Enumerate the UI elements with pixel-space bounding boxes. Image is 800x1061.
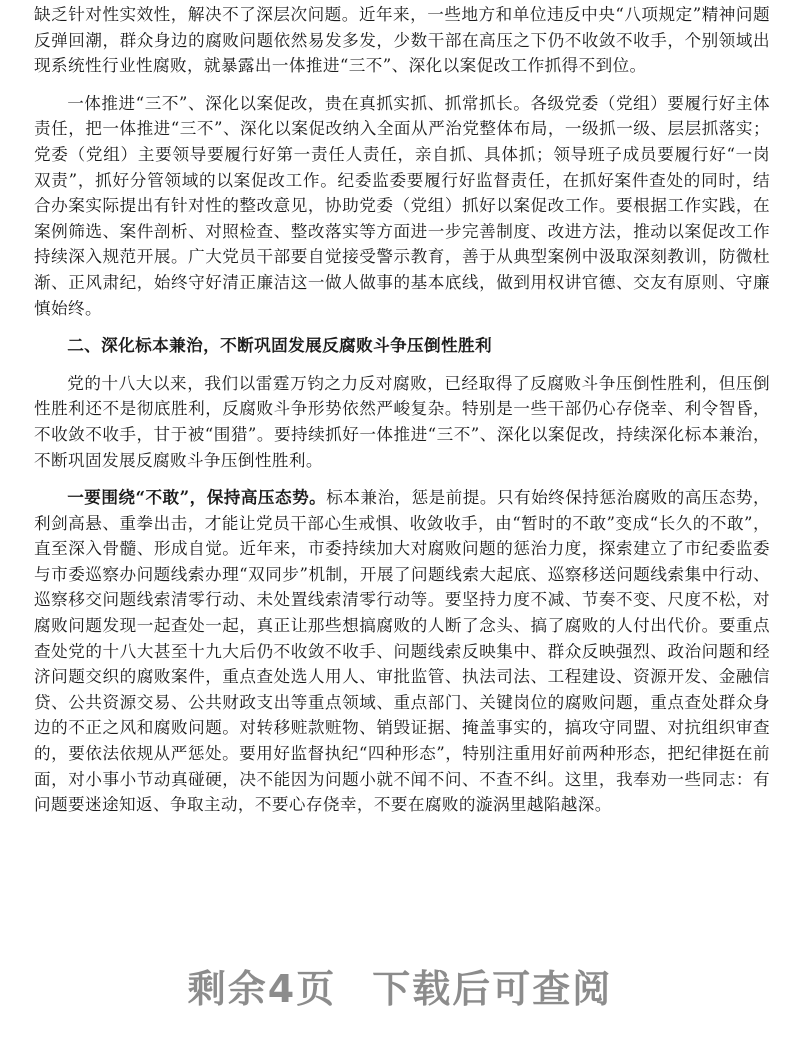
paragraph-lead-bold: 一要围绕“不敢”，保持高压态势。 <box>67 487 327 508</box>
paragraph-high-pressure <box>34 485 770 818</box>
paragraph-section-two-intro: 党的十八大以来，我们以雷霆万钧之力反对腐败，已经取得了反腐败斗争压倒性胜利，但压倒性胜利还不是彻底胜利，反腐败斗争形势依然严峻复杂。特别是一些干部仍心存侥幸、利令智昏，不收敛不收手，甘于被“围猎”。要持续抓好一体推进“三不”、深化以案促改，持续深化标本兼治，不断巩固发展反腐败斗争压倒性胜利。 <box>34 373 770 470</box>
paragraph-gap <box>34 321 770 333</box>
paragraph-body-text: 标本兼治，惩是前提。只有始终保持惩治腐败的高压态势，利剑高悬、重拳出击，才能让党员干部心生戒惧、收敛收手，由“暂时的不敢”变成“长久的不敢”，直至深入骨髓、形成自觉。近年来，市委持续加大对腐败问题的惩治力度，探索建立了市纪委监委与市委巡察办问题线索办理“双同步”机制，开展了问题线索大起底、巡察移送问题线索集中行动、巡察移交问题线索清零行动、未处置线索清零行动等。要坚持力度不减、节奏不变、尺度不松，对腐败问题发现一起查处一起，真正让那些想搞腐败的人断了念头、搞了腐败的人付出代价。要重点查处党的十八大甚至十九大后仍不收敛不收手、问题线索反映集中、群众反映强烈、政治问题和经济问题交织的腐败案件，重点查处选人用人、审批监管、执法司法、工程建设、资源开发、金融信贷、公共资源交易、公共财政支出等重点领域、重点部门、关键岗位的腐败问题，重点查处群众身边的不正之风和腐败问题。对转移赃款赃物、销毁证据、掩盖事实的，搞攻守同盟、对抗组织审查的，要依法依规从严惩处。要用好监督执纪“四种形态”，特别注重用好前两种形态，把纪律挺在前面，对小事小节动真碰硬，决不能因为问题小就不闻不问、不查不纠。这里，我奉劝一些同志：有问题要迷途知返、争取主动，不要心存侥幸，不要在腐败的漩涡里越陷越深。 <box>34 488 770 815</box>
paragraph-responsibility: 一体推进“三不”、深化以案促改，贵在真抓实抓、抓常抓长。各级党委（党组）要履行好主体责任，把一体推进“三不”、深化以案促改纳入全面从严治党整体布局，一级抓一级、层层抓落实；党委（党组）主要领导要履行好第一责任人责任，亲自抓、具体抓；领导班子成员要履行好“一岗双责”，抓好分管领域的以案促改工作。纪委监委要履行好监督责任，在抓好案件查处的同时，结合办案实际提出有针对性的整改意见，协助党委（党组）抓好以案促改工作。要根据工作实践，在案例筛选、案件剖析、对照检查、整改落实等方面进一步完善制度、改进方法，推动以案促改工作持续深入规范开展。广大党员干部要自觉接受警示教育，善于从典型案例中汲取深刻教训，防微杜渐、正风肃纪，始终守好清正廉洁这一做人做事的基本底线，做到用权讲官德、交友有原则、守廉慎始终。 <box>34 93 770 318</box>
document-body <box>34 0 770 818</box>
paragraph-gap <box>34 473 770 485</box>
paragraph-intro-tail: 缺乏针对性实效性，解决不了深层次问题。近年来，一些地方和单位违反中央“八项规定”精神问题反弹回潮，群众身边的腐败问题依然易发多发，少数干部在高压之下仍不收敛不收手，个别领域出现系统性行业性腐败，就暴露出一体推进“三不”、深化以案促改工作抓得不到位。 <box>34 5 770 76</box>
paragraph-gap <box>34 359 770 371</box>
preview-limit-banner[interactable] <box>0 958 800 1013</box>
remaining-pages-label: 剩余4页 <box>187 967 337 1011</box>
paragraph-gap <box>34 79 770 91</box>
download-hint-label: 下载后可查阅 <box>372 967 613 1011</box>
section-heading: 二、深化标本兼治，不断巩固发展反腐败斗争压倒性胜利 <box>67 335 493 356</box>
